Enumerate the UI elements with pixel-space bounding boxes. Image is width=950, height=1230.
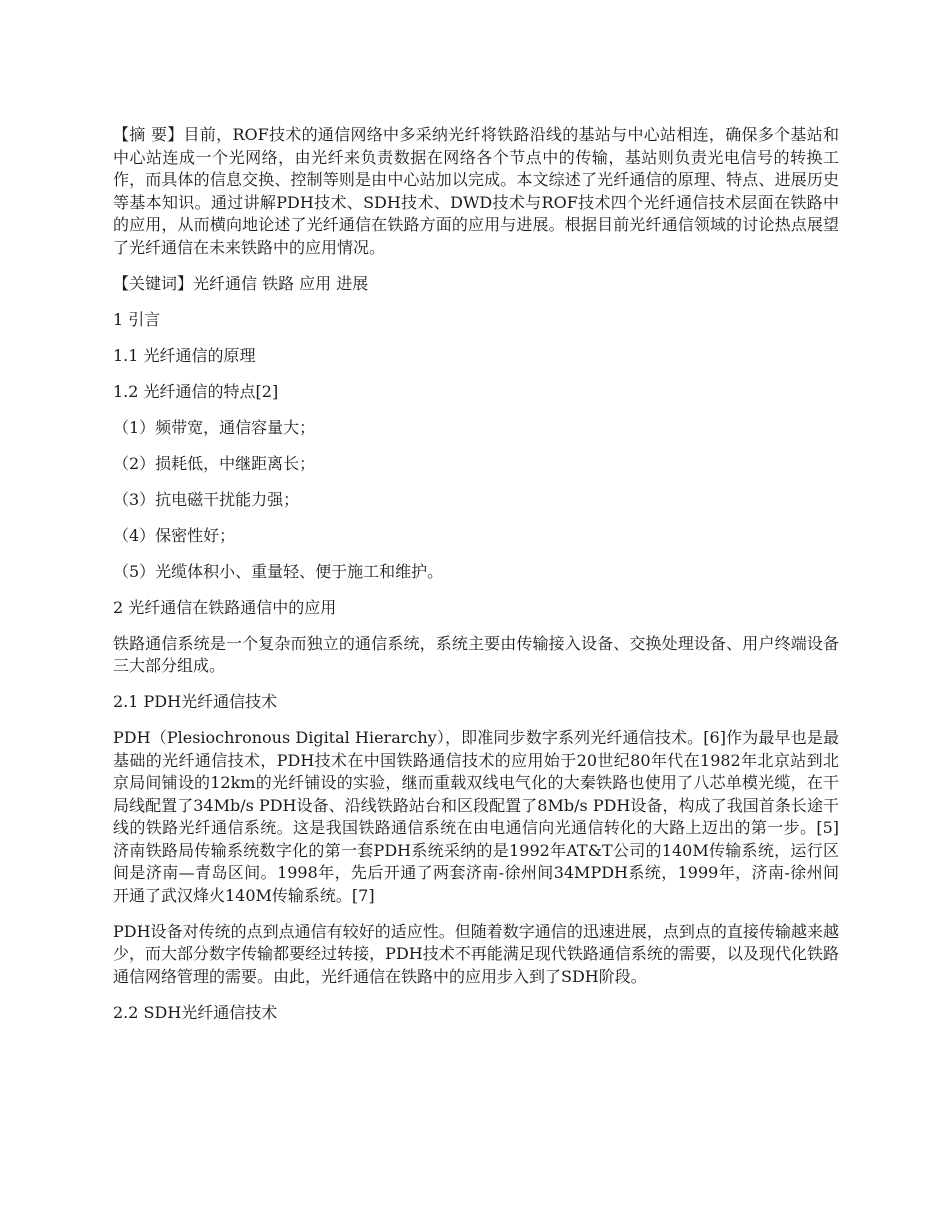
- feature-item-3: （3）抗电磁干扰能力强；: [113, 489, 300, 509]
- subsection-heading-pdh: 2.1 PDH光纤通信技术: [113, 692, 278, 711]
- feature-item-5: （5）光缆体积小、重量轻、便于施工和维护。: [113, 561, 444, 581]
- body-paragraph-pdh-history: PDH（Plesiochronous Digital Hierarchy），即准同步数字系列光纤通信技术。[6]作为最早也是最基础的光纤通信技术，PDH技术在中国铁路通信技术的应用始于20世纪80年代在1982年北京站到北京局间铺设的12km的光纤铺设的实验，继而重载双线电气化的大秦铁路也使用了八芯单模光缆，在干局线配置了34Mb/s PDH设备、沿线铁路站台和区段配置了8Mb/s PDH设备，构成了我国首条长途干线的铁路光纤通信系统。这是我国铁路通信系统在由电通信向光通信转化的大路上迈出的第一步。[5]济南铁路局传输系统数字化的第一套PDH系统采纳的是1992年AT&T公司的140M传输系统，运行区间是济南—青岛区间。1998年，先后开通了两套济南-徐州间34MPDH系统，1999年，济南-徐州间开通了武汉烽火140M传输系统。[7]: [113, 728, 839, 905]
- feature-item-1: （1）频带宽，通信容量大；: [113, 417, 316, 437]
- subsection-heading-features: 1.2 光纤通信的特点[2]: [113, 381, 279, 401]
- section-heading-application: 2 光纤通信在铁路通信中的应用: [113, 597, 337, 617]
- keywords-paragraph: 【关键词】光纤通信 铁路 应用 进展: [113, 273, 369, 293]
- body-paragraph-system: 铁路通信系统是一个复杂而独立的通信系统，系统主要由传输接入设备、交换处理设备、用户终端设备三大部分组成。: [113, 633, 839, 675]
- feature-item-2: （2）损耗低，中继距离长；: [113, 453, 316, 473]
- body-paragraph-pdh-limits: PDH设备对传统的点到点通信有较好的适应性。但随着数字通信的迅速进展，点到点的直接传输越来越少，而大部分数字传输都要经过转接，PDH技术不再能满足现代铁路通信系统的需要，以及现代化铁路通信网络管理的需要。由此，光纤通信在铁路中的应用步入到了SDH阶段。: [113, 921, 839, 986]
- document-body: [113, 124, 839, 1038]
- subsection-heading-principle: 1.1 光纤通信的原理: [113, 345, 256, 365]
- feature-item-4: （4）保密性好；: [113, 525, 236, 545]
- subsection-heading-sdh: 2.2 SDH光纤通信技术: [113, 1002, 278, 1022]
- abstract-paragraph: 【摘 要】目前，ROF技术的通信网络中多采纳光纤将铁路沿线的基站与中心站相连，确保多个基站和中心站连成一个光网络，由光纤来负责数据在网络各个节点中的传输，基站则负责光电信号的转换工作，而具体的信息交换、控制等则是由中心站加以完成。本文综述了光纤通信的原理、特点、进展历史等基本知识。通过讲解PDH技术、SDH技术、DWD技术与ROF技术四个光纤通信技术层面在铁路中的应用，从而横向地论述了光纤通信在铁路方面的应用与进展。根据目前光纤通信领域的讨论热点展望了光纤通信在未来铁路中的应用情况。: [113, 125, 839, 257]
- section-heading-introduction: 1 引言: [113, 309, 161, 329]
